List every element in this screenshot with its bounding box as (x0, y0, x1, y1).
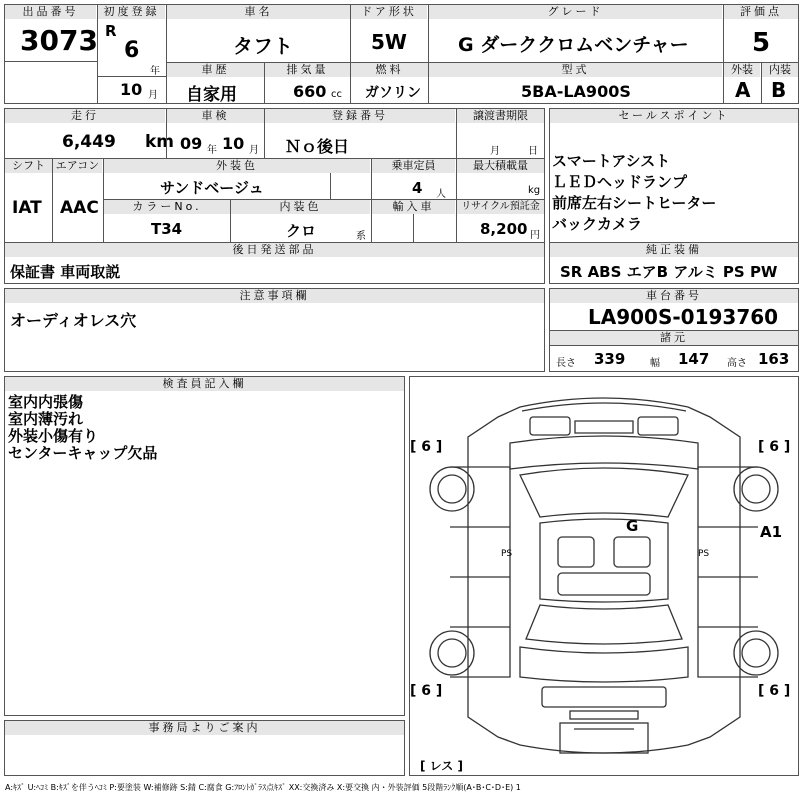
windshield (520, 468, 688, 517)
mileage-unit: km (145, 132, 175, 152)
recycle: 8,200 (480, 220, 528, 238)
equipment: SR ABS エアB アルミ PS PW (560, 263, 778, 281)
first-reg-label: 初度登録 (98, 5, 165, 19)
seat-rear (558, 573, 650, 595)
color-no-label: カラーNo. (104, 200, 230, 214)
score: 5 (752, 28, 771, 58)
inspection-label: 車検 (167, 109, 264, 123)
mileage-label: 走行 (5, 109, 165, 123)
length-label: 長さ (556, 358, 576, 369)
ps-right: PS (698, 549, 710, 559)
sales-point: ＬＥＤヘッドランプ (552, 173, 688, 191)
capacity-unit: 人 (436, 189, 446, 200)
recycle-label: リサイクル預託金 (457, 200, 544, 214)
sales-point: スマートアシスト (552, 152, 671, 170)
ac: AAC (60, 198, 99, 218)
history: 自家用 (186, 85, 237, 105)
shift-label: シフト (5, 159, 52, 173)
exterior-grade: A (735, 78, 751, 102)
capacity: 4 (412, 179, 423, 197)
car-outline-diagram (410, 377, 798, 775)
model-label: 型式 (429, 63, 722, 77)
ps-left: PS (501, 549, 513, 559)
shift: IAT (12, 198, 42, 218)
ac-label: エアコン (53, 159, 102, 173)
chassis-number: LA900S-0193760 (588, 305, 779, 329)
score-label: 評価点 (724, 5, 798, 19)
hood (510, 436, 698, 469)
office-label: 事務局よりご案内 (5, 721, 404, 735)
history-label: 車歴 (167, 63, 264, 77)
recycle-unit: 円 (530, 230, 540, 241)
plate-area (570, 711, 638, 719)
inspection-year: 09 (180, 134, 203, 153)
max-load-label: 最大積載量 (457, 159, 544, 173)
car-diagram (409, 376, 799, 776)
reg-month: 10 (120, 80, 143, 99)
width-label: 幅 (650, 358, 660, 369)
import-label: 輸入車 (372, 200, 455, 214)
transfer-month-unit: 月 (490, 146, 500, 157)
right-panel-mark: A1 (760, 523, 783, 541)
car-name: タフト (233, 34, 293, 58)
exterior-label: 外装 (724, 63, 760, 77)
doors: 5W (371, 30, 407, 54)
reg-no: Ｎｏ後日 (285, 137, 350, 156)
legend-footer: A:ｷｽﾞ U:ﾍｺﾐ B:ｷｽﾞを伴うﾍｺﾐ P:要塗装 W:補修跡 S:錆 C:腐食 G:ﾌﾛﾝﾄｶﾞﾗｽ点ｷｽﾞ XX:交換済み X:要交換 内・外装評価 5段階ﾗﾝｸ順(A･B･C･D･E) 1 (5, 783, 521, 792)
tire-fr-mark: [ 6 ] (758, 439, 791, 455)
dash-outline (560, 723, 648, 753)
equip-label: 純正装備 (550, 243, 798, 257)
reg-year-unit: 年 (150, 66, 160, 77)
specs-dim-label: 諸元 (550, 331, 798, 345)
seat-front-right (614, 537, 650, 567)
inspector-notes (8, 394, 157, 462)
rear-bumper (542, 687, 666, 707)
headlight-right (638, 417, 678, 435)
notes-text: オーディオレス穴 (10, 311, 137, 330)
lot-no-label: 出品番号 (5, 5, 96, 19)
int-color: クロ (286, 222, 317, 240)
headlight-left (530, 417, 570, 435)
int-color-label: 内装色 (231, 200, 370, 214)
sales-point: バックカメラ (552, 215, 643, 233)
body-outline (468, 398, 740, 753)
tailgate (520, 647, 688, 682)
inspection-month: 10 (222, 134, 245, 153)
interior-label: 内装 (762, 63, 798, 77)
fuel-label: 燃料 (351, 63, 428, 77)
rear-window (526, 605, 682, 644)
length: 339 (594, 350, 626, 368)
later-parts: 保証書 車両取説 (10, 263, 121, 281)
model: 5BA-LA900S (521, 82, 631, 101)
mileage: 6,449 (62, 132, 116, 152)
inspection-month-unit: 月 (249, 145, 259, 156)
max-load-unit: kg (528, 185, 541, 196)
transfer-day-unit: 日 (528, 146, 538, 157)
inspector-line: センターキャップ欠品 (8, 444, 158, 462)
seat-front-left (558, 537, 594, 567)
tire-rl-mark: [ 6 ] (410, 683, 443, 699)
left-side (450, 467, 513, 677)
fuel: ガソリン (365, 85, 421, 101)
displacement: 660 (293, 82, 327, 101)
height-label: 高さ (727, 358, 747, 369)
displacement-unit: cc (331, 89, 342, 100)
tire-rr-mark: [ 6 ] (758, 683, 791, 699)
color-no: T34 (151, 220, 183, 238)
inspector-label: 検査員記入欄 (5, 377, 404, 391)
era: R (105, 22, 117, 40)
inspector-line: 室内薄汚れ (8, 410, 84, 428)
inspector-line: 室内内張傷 (8, 393, 84, 411)
grade: G ダーククロムベンチャー (458, 34, 689, 56)
chassis-label: 車台番号 (550, 289, 798, 303)
front-bumper (522, 403, 686, 411)
sales-point: 前席左右シートヒーター (552, 194, 717, 212)
grade-label: グレード (429, 5, 722, 19)
notes-label: 注意事項欄 (5, 289, 544, 303)
right-side (698, 467, 758, 677)
capacity-label: 乗車定員 (372, 159, 455, 173)
later-parts-label: 後日発送部品 (5, 243, 544, 257)
ext-color: サンドベージュ (160, 179, 264, 197)
reg-year: 6 (124, 38, 140, 63)
tire-fl-mark: [ 6 ] (410, 439, 443, 455)
reg-no-label: 登録番号 (265, 109, 455, 123)
lot-no: 3073 (20, 24, 98, 57)
transfer-label: 譲渡書期限 (457, 109, 544, 123)
inspection-year-unit: 年 (207, 145, 217, 156)
height: 163 (758, 350, 790, 368)
inspector-line: 外装小傷有り (8, 427, 99, 445)
reg-month-unit: 月 (148, 90, 158, 101)
sales-points (552, 153, 716, 233)
displacement-label: 排気量 (265, 63, 350, 77)
int-color-unit: 系 (356, 231, 366, 242)
sales-label: セールスポイント (550, 109, 798, 123)
width: 147 (678, 350, 710, 368)
car-name-label: 車名 (167, 5, 350, 19)
grille (575, 421, 633, 433)
roof (540, 519, 668, 602)
windshield-mark: G (626, 517, 639, 535)
ext-color-label: 外装色 (104, 159, 370, 173)
doors-label: ドア形状 (351, 5, 427, 19)
audio-mark: [ レス ] (420, 759, 463, 773)
interior-grade: B (771, 78, 787, 102)
